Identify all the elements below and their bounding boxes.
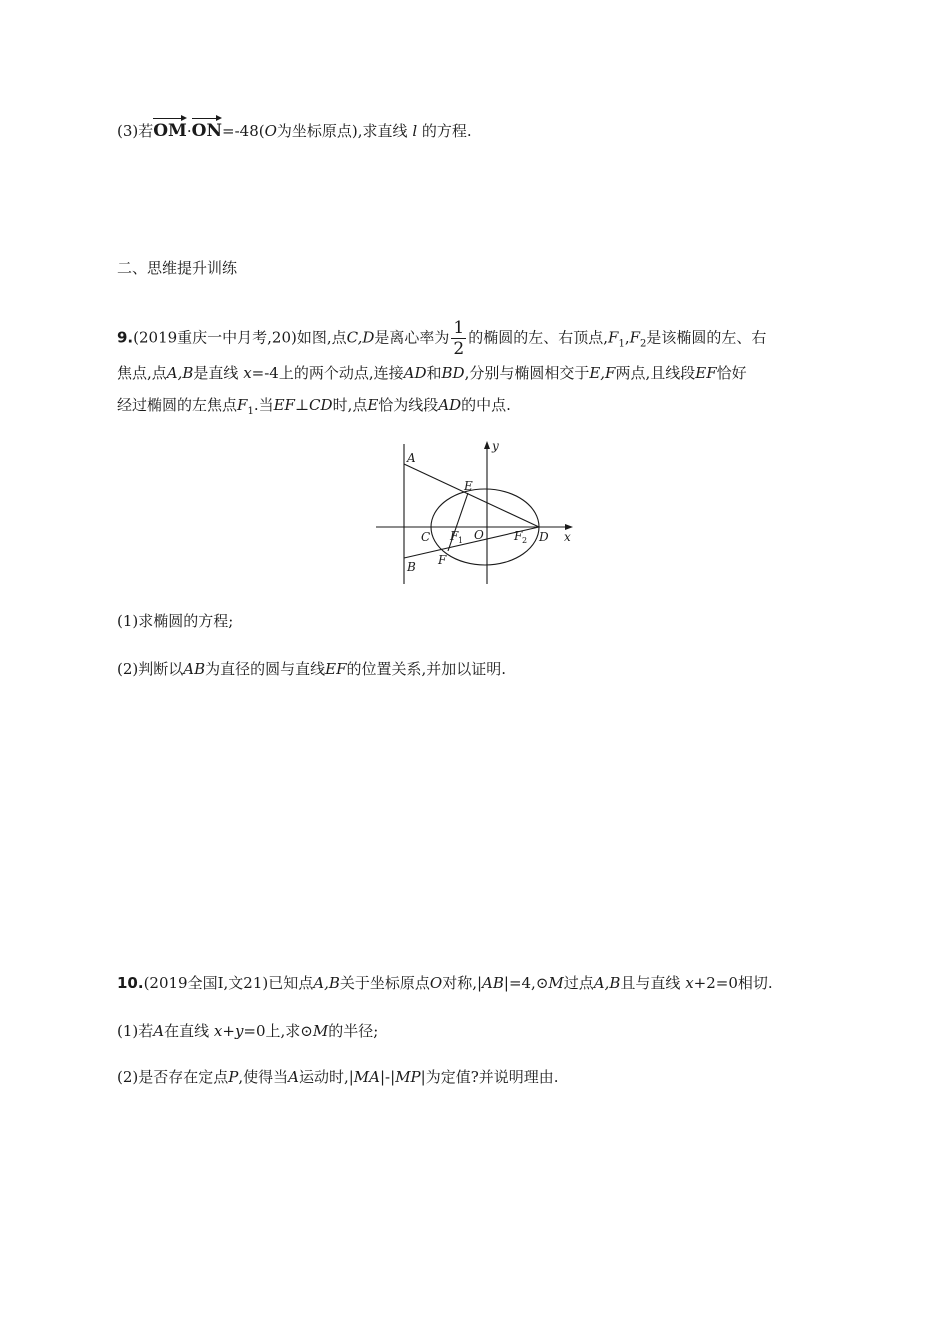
q10-ab2: AB [482,974,504,992]
q10-s2c: 运动时,| [298,1068,354,1086]
label-y: y [492,439,499,453]
q10-t4: 过点 [563,974,594,992]
q10-o: O [429,974,443,992]
q9-comma: , [624,328,630,347]
q9-sub2a: (2)判断以 [117,660,184,678]
q10-m: M [548,974,564,992]
q10-s1e: 的半径; [328,1022,379,1040]
q10-t2: 对称,| [442,974,483,992]
q10-s2MA: MA [353,1068,380,1086]
label-b: B [407,560,416,574]
q9-number: 9. [117,328,134,347]
label-f: F [438,553,447,567]
q10-ab3: A,B [593,974,621,992]
q9-sub2ef: EF [325,660,347,678]
q9-cd: C,D [346,328,375,347]
q10-s1b: 在直线 [164,1022,210,1040]
origin-symbol: O [264,122,277,140]
label-a: A [407,451,416,465]
q9-ad: AD [403,364,427,382]
fraction-denominator: 2 [453,339,465,359]
part3-question [117,116,472,142]
q9-l2b: 是直线 [193,364,239,382]
q9-sub1: (1)求椭圆的方程; [117,612,234,630]
fraction-one-half [451,318,466,359]
q10-ab: A,B [313,974,340,992]
label-f1: F [450,529,459,543]
q9-l2d: 和 [426,364,442,382]
q10-sub1 [117,1020,378,1042]
q10-s2MP: MP [395,1068,421,1086]
q10-s1c: + [222,1022,235,1040]
q9-f1: F [608,328,619,347]
q10-s2d: |-| [380,1068,396,1086]
vector-om: OM [153,116,187,142]
q9-ef: E,F [589,364,616,382]
q9-l2a: 焦点,点 [117,364,167,382]
q10-t6: +2=0相切. [693,974,773,992]
q9-source: (2019重庆一中月考,20)如图,点 [133,328,347,347]
q9-l3a: 经过椭圆的左焦点 [117,396,238,414]
equation-value: =-48( [222,122,265,140]
dot-operator: · [186,122,192,140]
part3-tail: 的方程. [421,122,472,140]
q9-efcd: EF⊥CD [273,396,333,414]
q9-text2: 的椭圆的左、右顶点, [468,328,609,347]
q10-s1y: y [234,1022,244,1040]
q10-s1A: A [153,1022,165,1040]
label-c: C [421,530,431,544]
label-f2: F [514,529,523,543]
q10-t5: 且与直线 [620,974,681,992]
q9-text3: 是该椭圆的左、右 [646,328,767,347]
q9-ab: A,B [166,364,194,382]
q9-e: E [367,396,379,414]
q9-sub2ab: AB [183,660,206,678]
q9-line1 [117,318,766,359]
section-title: 二、思维提升训练 [117,259,238,277]
q9-f2-sub: 2 [640,338,647,350]
fraction-numerator: 1 [453,318,465,338]
q9-l3d: 恰为线段 [378,396,439,414]
q9-l2e: ,分别与椭圆相交于 [464,364,590,382]
q10-s1M: M [312,1022,329,1040]
q10-s1d: =0上,求⊙ [243,1022,313,1040]
label-d: D [539,530,549,544]
q9-l2f: 两点,且线段 [615,364,696,382]
q9-ef2: EF [695,364,717,382]
q9-f2: F [629,328,641,347]
q9-line2 [117,362,747,384]
vector-on: ON [192,116,222,142]
origin-text: 为坐标原点),求直线 [276,122,408,140]
q9-line3 [117,394,511,423]
q10-s2e: |为定值?并说明理由. [420,1068,559,1086]
label-o: O [474,528,484,542]
line-symbol: l [412,122,418,140]
label-e: E [464,479,473,493]
q9-sub2b: 为直径的圆与直线 [205,660,326,678]
q9-l3b: .当 [253,396,274,414]
q9-ad2: AD [438,396,462,414]
segment-ad [404,464,539,527]
q9-text1: 是离心率为 [374,328,450,347]
q9-sub2c: 的位置关系,并加以证明. [346,660,507,678]
q10-t3: |=4,⊙ [503,974,549,992]
q10-source: (2019全国Ⅰ,文21)已知点 [143,974,314,992]
q10-t1: 关于坐标原点 [339,974,430,992]
q9-sub2 [117,658,506,680]
q9-l2c: =-4上的两个动点,连接 [251,364,404,382]
label-f2-sub: 2 [522,536,528,545]
q9-bd: BD [441,364,465,382]
q10-s2P: P [228,1068,239,1086]
q9-f1-sub: 1 [618,338,625,350]
q10-sub2 [117,1066,559,1088]
q9-l2g: 恰好 [716,364,747,382]
label-f1-sub: 1 [458,536,464,545]
q10-s2b: ,使得当 [238,1068,289,1086]
q10-s1a: (1)若 [117,1022,154,1040]
part3-label: (3)若 [117,122,154,140]
y-axis-arrow [484,441,490,449]
q10-x: x [685,974,694,992]
q10-number: 10. [117,974,144,992]
q10-s1x: x [213,1022,223,1040]
q10-s2A: A [288,1068,299,1086]
q9-l3e: 的中点. [461,396,511,414]
q9-f1b-sub: 1 [247,406,254,417]
label-x: x [564,530,571,544]
q9-x: x [243,364,252,382]
q9-l3c: 时,点 [332,396,368,414]
ellipse-diagram [370,438,585,588]
q9-f1b: F [237,396,248,414]
q10-s2a: (2)是否存在定点 [117,1068,229,1086]
q10-line1 [117,972,773,994]
